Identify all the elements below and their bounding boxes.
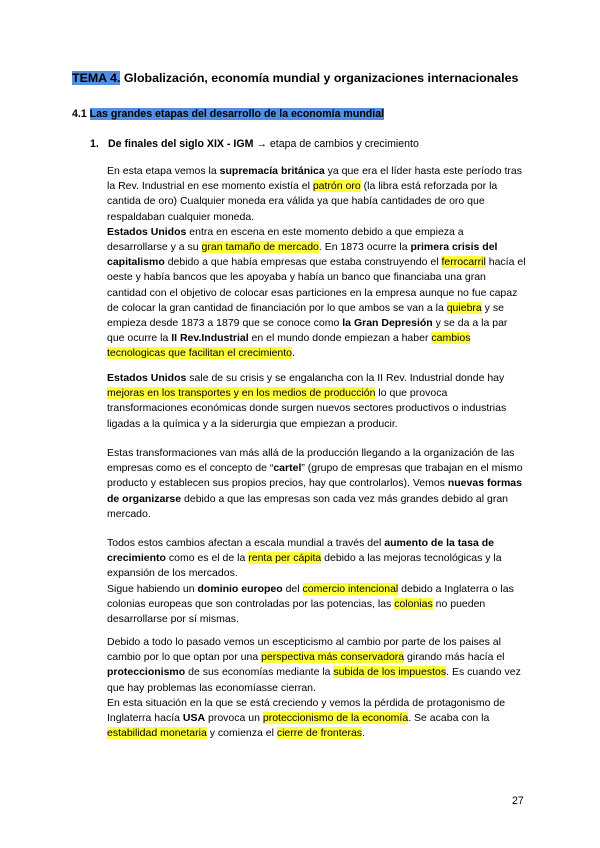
highlighted-phrase: gran tamaño de mercado: [201, 241, 319, 254]
subsection-number: 1.: [90, 138, 99, 150]
text-run: (la libra está reforzada por la cantida de oro) Cualquier moneda era válida ya que había cantidades de oro que respaldaban cualquier moneda.: [107, 180, 498, 223]
chapter-title-text: Globalización, economía mundial y organizaciones internacionales: [120, 71, 519, 85]
text-run: .: [362, 727, 365, 740]
highlighted-phrase: perspectiva más conservadora: [261, 651, 405, 664]
text-run: Sigue habiendo un: [107, 582, 198, 595]
chapter-title: [72, 71, 542, 85]
text-run: . Es cuando vez que hay problemas las economíasse cierran.: [107, 666, 521, 694]
bold-term: supremacía británica: [219, 165, 325, 177]
text-run: debido a Inglaterra o las colonias europeas que son controladas por las potencias, las: [107, 582, 514, 610]
highlighted-phrase: mejoras en los transportes y en los medios de producción: [107, 387, 376, 400]
section-number: 4.1: [72, 108, 90, 120]
text-run: del: [282, 582, 303, 595]
text-run: debido a que había empresas que estaba construyendo el: [164, 256, 442, 269]
highlighted-phrase: estabilidad monetaria: [107, 727, 207, 740]
text-run: . Se acaba con la: [408, 712, 490, 725]
text-run: hacía el oeste y había bancos que les apoyaba y había un banco que financiaba una gran cantidad con el objetivo de colocar esas particiones en la empresa aunque no fue capaz de colocar la gran cantidad de financiación por lo que ambos se van a la: [107, 256, 526, 314]
bold-term: Estados Unidos: [107, 372, 187, 384]
text-run: Debido a todo lo pasado vemos un escepticismo al cambio por parte de los paises al cambio por lo que optan por una: [107, 636, 501, 664]
text-run: y comienza el: [206, 727, 277, 740]
highlighted-phrase: subida de los impuestos: [333, 666, 447, 679]
paragraph: [107, 635, 527, 741]
highlighted-phrase: renta per cápita: [248, 552, 322, 565]
text-run: En esta situación en la que se está creciendo y vemos la pérdida de protagonismo de Inglaterra hacía: [107, 696, 506, 725]
text-run: de sus economías mediante la: [185, 666, 334, 679]
bold-term: la Gran Depresión: [342, 317, 433, 330]
bold-term: proteccionismo: [107, 666, 186, 679]
highlighted-phrase: patrón oro: [312, 180, 361, 193]
text-run: debido a que las empresas son cada vez más grandes debido al gran mercado.: [107, 492, 508, 520]
section-heading: [72, 108, 384, 120]
text-run: Todos estos cambios afectan a escala mundial a través del: [107, 537, 385, 549]
bold-term: dominio europeo: [197, 582, 283, 595]
section-title: Las grandes etapas del desarrollo de la economía mundial: [89, 108, 385, 120]
text-run: y se empieza desde 1873 a 1879 que se conoce como: [107, 301, 504, 330]
bold-term: aumento de la tasa de crecimiento: [107, 537, 494, 565]
text-run: . En 1873 ocurre la: [318, 241, 411, 254]
highlighted-phrase: comercio intencional: [302, 582, 399, 595]
subsection-description: → etapa de cambios y crecimiento: [253, 138, 419, 150]
paragraph: [107, 371, 527, 432]
highlighted-phrase: colonias: [394, 597, 433, 610]
bold-term: nuevas formas de organizarse: [107, 477, 522, 505]
chapter-number: TEMA 4.: [72, 71, 121, 85]
bold-term: II Rev.Industrial: [171, 332, 249, 345]
bold-term: Estados Unidos: [107, 225, 187, 238]
text-run: ” (grupo de empresas que trabajan en el mismo producto y establecen sus propios precios, hay que controlarlos). Vemos: [107, 462, 523, 490]
text-run: como es el de la: [165, 552, 249, 565]
text-run: lo que provoca transformaciones económicas donde surgen nuevos sectores productivos o industrias ligadas a la química y a la siderurgia que empiezan a producir.: [107, 387, 507, 430]
paragraph: [107, 446, 527, 522]
text-run: En esta etapa vemos la: [107, 165, 220, 177]
bold-term: cartel: [273, 462, 302, 475]
text-run: provoca un: [205, 712, 263, 725]
text-run: girando más hacía el: [404, 651, 505, 664]
bold-term: USA: [182, 712, 206, 725]
paragraph: [107, 164, 527, 362]
highlighted-phrase: cambios tecnologicas que facilitan el crecimiento: [107, 332, 471, 360]
bold-term: primera crisis del capitalismo: [107, 241, 498, 269]
text-run: .: [292, 347, 295, 360]
text-run: no pueden desarrollarse por sí mismas.: [107, 597, 486, 626]
text-run: Estas transformaciones van más allá de la producción llegando a la organización de las empresas como es el concepto de “: [107, 447, 515, 475]
text-run: debido a las mejoras tecnológicas y la expansión de los mercados.: [107, 552, 502, 580]
page-number: 27: [512, 795, 524, 807]
text-run: en el mundo donde empiezan a haber: [248, 332, 432, 345]
subsection-title: De finales del siglo XIX - IGM: [108, 138, 254, 150]
text-run: entra en escena en este momento debido a que empieza a desarrollarse y a su: [107, 225, 464, 254]
highlighted-phrase: ferrocarril: [441, 256, 486, 269]
text-run: y se da a la par que ocurre la: [107, 317, 508, 345]
highlighted-phrase: cierre de fronteras: [276, 727, 363, 740]
paragraph: [107, 536, 527, 627]
subsection-heading: [90, 138, 419, 150]
highlighted-phrase: proteccionismo de la economía: [262, 712, 409, 725]
text-run: ya que era el líder hasta este período tras la Rev. Industrial en ese momento existía el: [107, 165, 522, 193]
highlighted-phrase: quiebra: [446, 301, 482, 314]
text-run: sale de su crisis y se engalancha con la II Rev. Industrial donde hay: [186, 372, 505, 384]
